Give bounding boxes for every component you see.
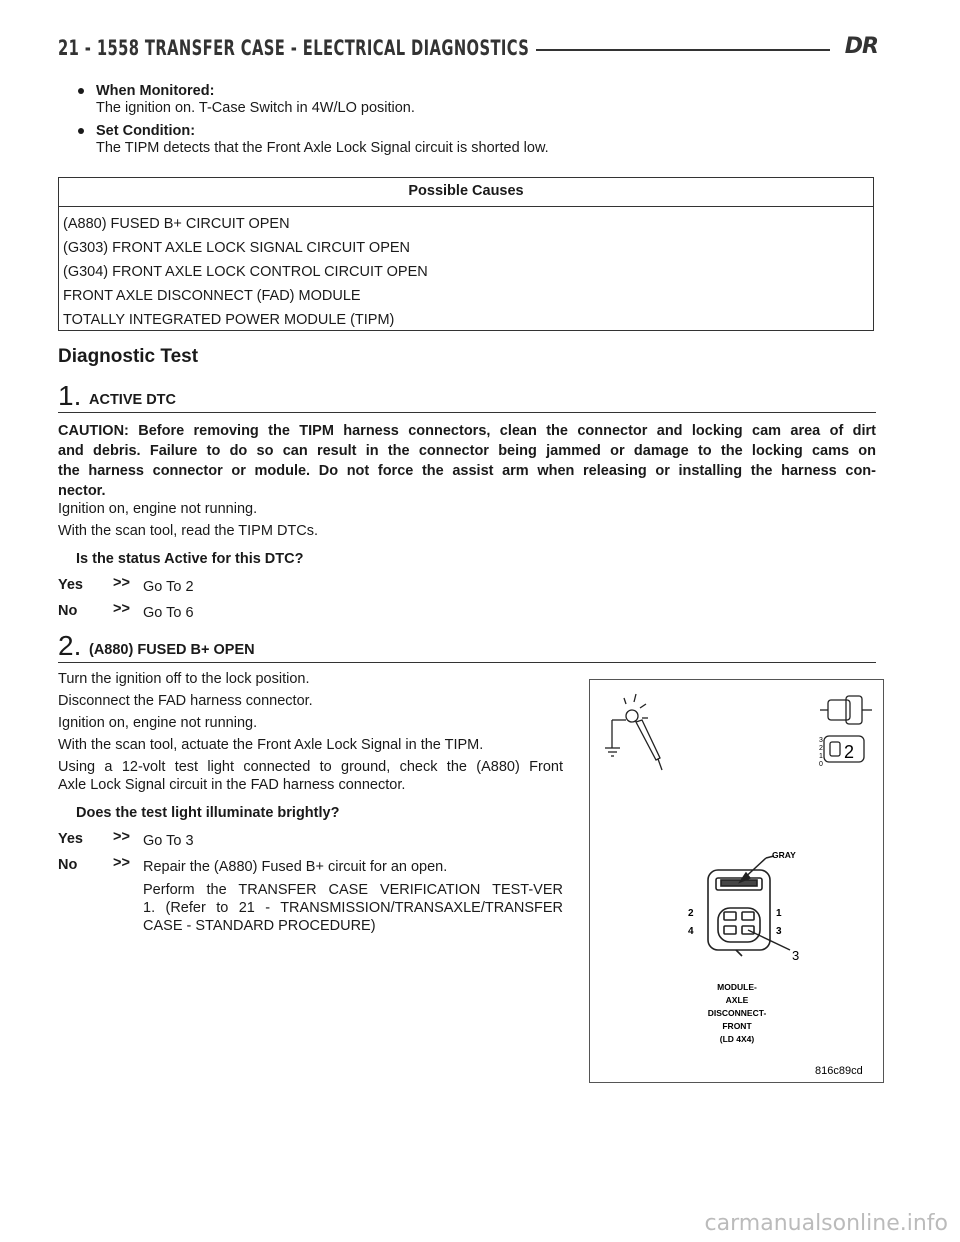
answer-arrow: >> (113, 829, 130, 845)
step-rule (58, 662, 876, 663)
wire-color-label: GRAY (772, 850, 796, 860)
instruction-line: Using a 12-volt test light connected to ground, check the (A880) Front (58, 759, 563, 775)
pin-label: 1 (776, 908, 782, 919)
answer-text: Perform the TRANSFER CASE VERIFICATION TEST-VER (143, 882, 563, 898)
instruction-line: Ignition on, engine not running. (58, 715, 258, 731)
cause-item: TOTALLY INTEGRATED POWER MODULE (TIPM) (63, 312, 395, 328)
instruction-line: With the scan tool, actuate the Front Axle Lock Signal in the TIPM. (58, 737, 484, 753)
answer-label: No (58, 857, 78, 873)
inset-pin-label: 2 (819, 745, 823, 752)
answer-arrow: >> (113, 601, 130, 617)
instruction-line: Axle Lock Signal circuit in the FAD harness connector. (58, 777, 406, 793)
condition-text: The TIPM detects that the Front Axle Lock Signal circuit is shorted low. (96, 140, 549, 156)
pin-label: 3 (776, 926, 782, 937)
test-light-icon (605, 694, 662, 770)
module-label: FRONT (722, 1021, 752, 1031)
connector-figure (589, 679, 884, 1083)
page-header (58, 36, 878, 64)
figure-code: 816c89cd (815, 1065, 863, 1077)
header-logo: DR (844, 34, 878, 59)
step-question: Does the test light illuminate brightly? (76, 805, 340, 821)
inset-callout: 2 (844, 742, 855, 762)
cause-item: (G304) FRONT AXLE LOCK CONTROL CIRCUIT OPEN (63, 264, 428, 280)
caution-line: nector. (58, 483, 106, 499)
answer-arrow: >> (113, 575, 130, 591)
instruction-line: With the scan tool, read the TIPM DTCs. (58, 523, 319, 539)
pin-label: 4 (688, 926, 694, 937)
bullet-icon (78, 128, 84, 134)
condition-label: When Monitored: (96, 83, 215, 99)
module-label: AXLE (725, 995, 749, 1005)
step-question: Is the status Active for this DTC? (76, 551, 304, 567)
step-rule (58, 412, 876, 413)
cause-item: (G303) FRONT AXLE LOCK SIGNAL CIRCUIT OPEN (63, 240, 411, 256)
header-title: 21 - 1558 TRANSFER CASE - ELECTRICAL DIAGNOSTICS (58, 36, 530, 60)
answer-text: CASE - STANDARD PROCEDURE) (143, 918, 376, 934)
caution-line: the harness connector or module. Do not force the assist arm when releasing or installing the harness con- (58, 463, 876, 479)
step-title: (A880) FUSED B+ OPEN (89, 642, 255, 658)
step-title: ACTIVE DTC (89, 392, 176, 408)
module-label: DISCONNECT- (707, 1008, 767, 1018)
caution-line: and debris. Failure to do so can result in the connector being jammed or damage to the locking cams on (58, 443, 876, 459)
connector-diagram (590, 680, 883, 1082)
inset-pin-label: 0 (819, 761, 823, 768)
answer-text: Repair the (A880) Fused B+ circuit for an open. (143, 859, 448, 875)
header-rule (536, 49, 830, 51)
possible-causes-header (59, 178, 873, 207)
possible-causes-title: Possible Causes (408, 183, 524, 199)
watermark: carmanualsonline.info (704, 1211, 948, 1236)
diagnostic-test-title: Diagnostic Test (58, 346, 199, 367)
answer-arrow: >> (113, 855, 130, 871)
inset-pin-label: 1 (819, 753, 823, 760)
answer-text: Go To 6 (143, 605, 194, 621)
module-label: (LD 4X4) (719, 1034, 755, 1044)
answer-text: Go To 3 (143, 833, 194, 849)
pin-label: 2 (688, 908, 694, 919)
possible-causes-table (58, 177, 874, 331)
cause-item: FRONT AXLE DISCONNECT (FAD) MODULE (63, 288, 361, 304)
instruction-line: Ignition on, engine not running. (58, 501, 258, 517)
answer-text: Go To 2 (143, 579, 194, 595)
answer-label: Yes (58, 577, 83, 593)
cause-item: (A880) FUSED B+ CIRCUIT OPEN (63, 216, 290, 232)
inset-pin-label: 3 (819, 737, 823, 744)
condition-text: The ignition on. T-Case Switch in 4W/LO position. (96, 100, 415, 116)
step-number: 2. (58, 630, 82, 661)
condition-label: Set Condition: (96, 123, 196, 139)
answer-text: 1. (Refer to 21 - TRANSMISSION/TRANSAXLE/TRANSFER (143, 900, 563, 916)
module-label: MODULE- (717, 982, 757, 992)
instruction-line: Disconnect the FAD harness connector. (58, 693, 313, 709)
answer-label: Yes (58, 831, 83, 847)
caution-line: CAUTION: Before removing the TIPM harness connectors, clean the connector and locking cam area of dirt (58, 423, 876, 439)
answer-label: No (58, 603, 78, 619)
step-number: 1. (58, 380, 82, 411)
instruction-line: Turn the ignition off to the lock position. (58, 671, 310, 687)
callout-label: 3 (792, 948, 800, 963)
bullet-icon (78, 88, 84, 94)
